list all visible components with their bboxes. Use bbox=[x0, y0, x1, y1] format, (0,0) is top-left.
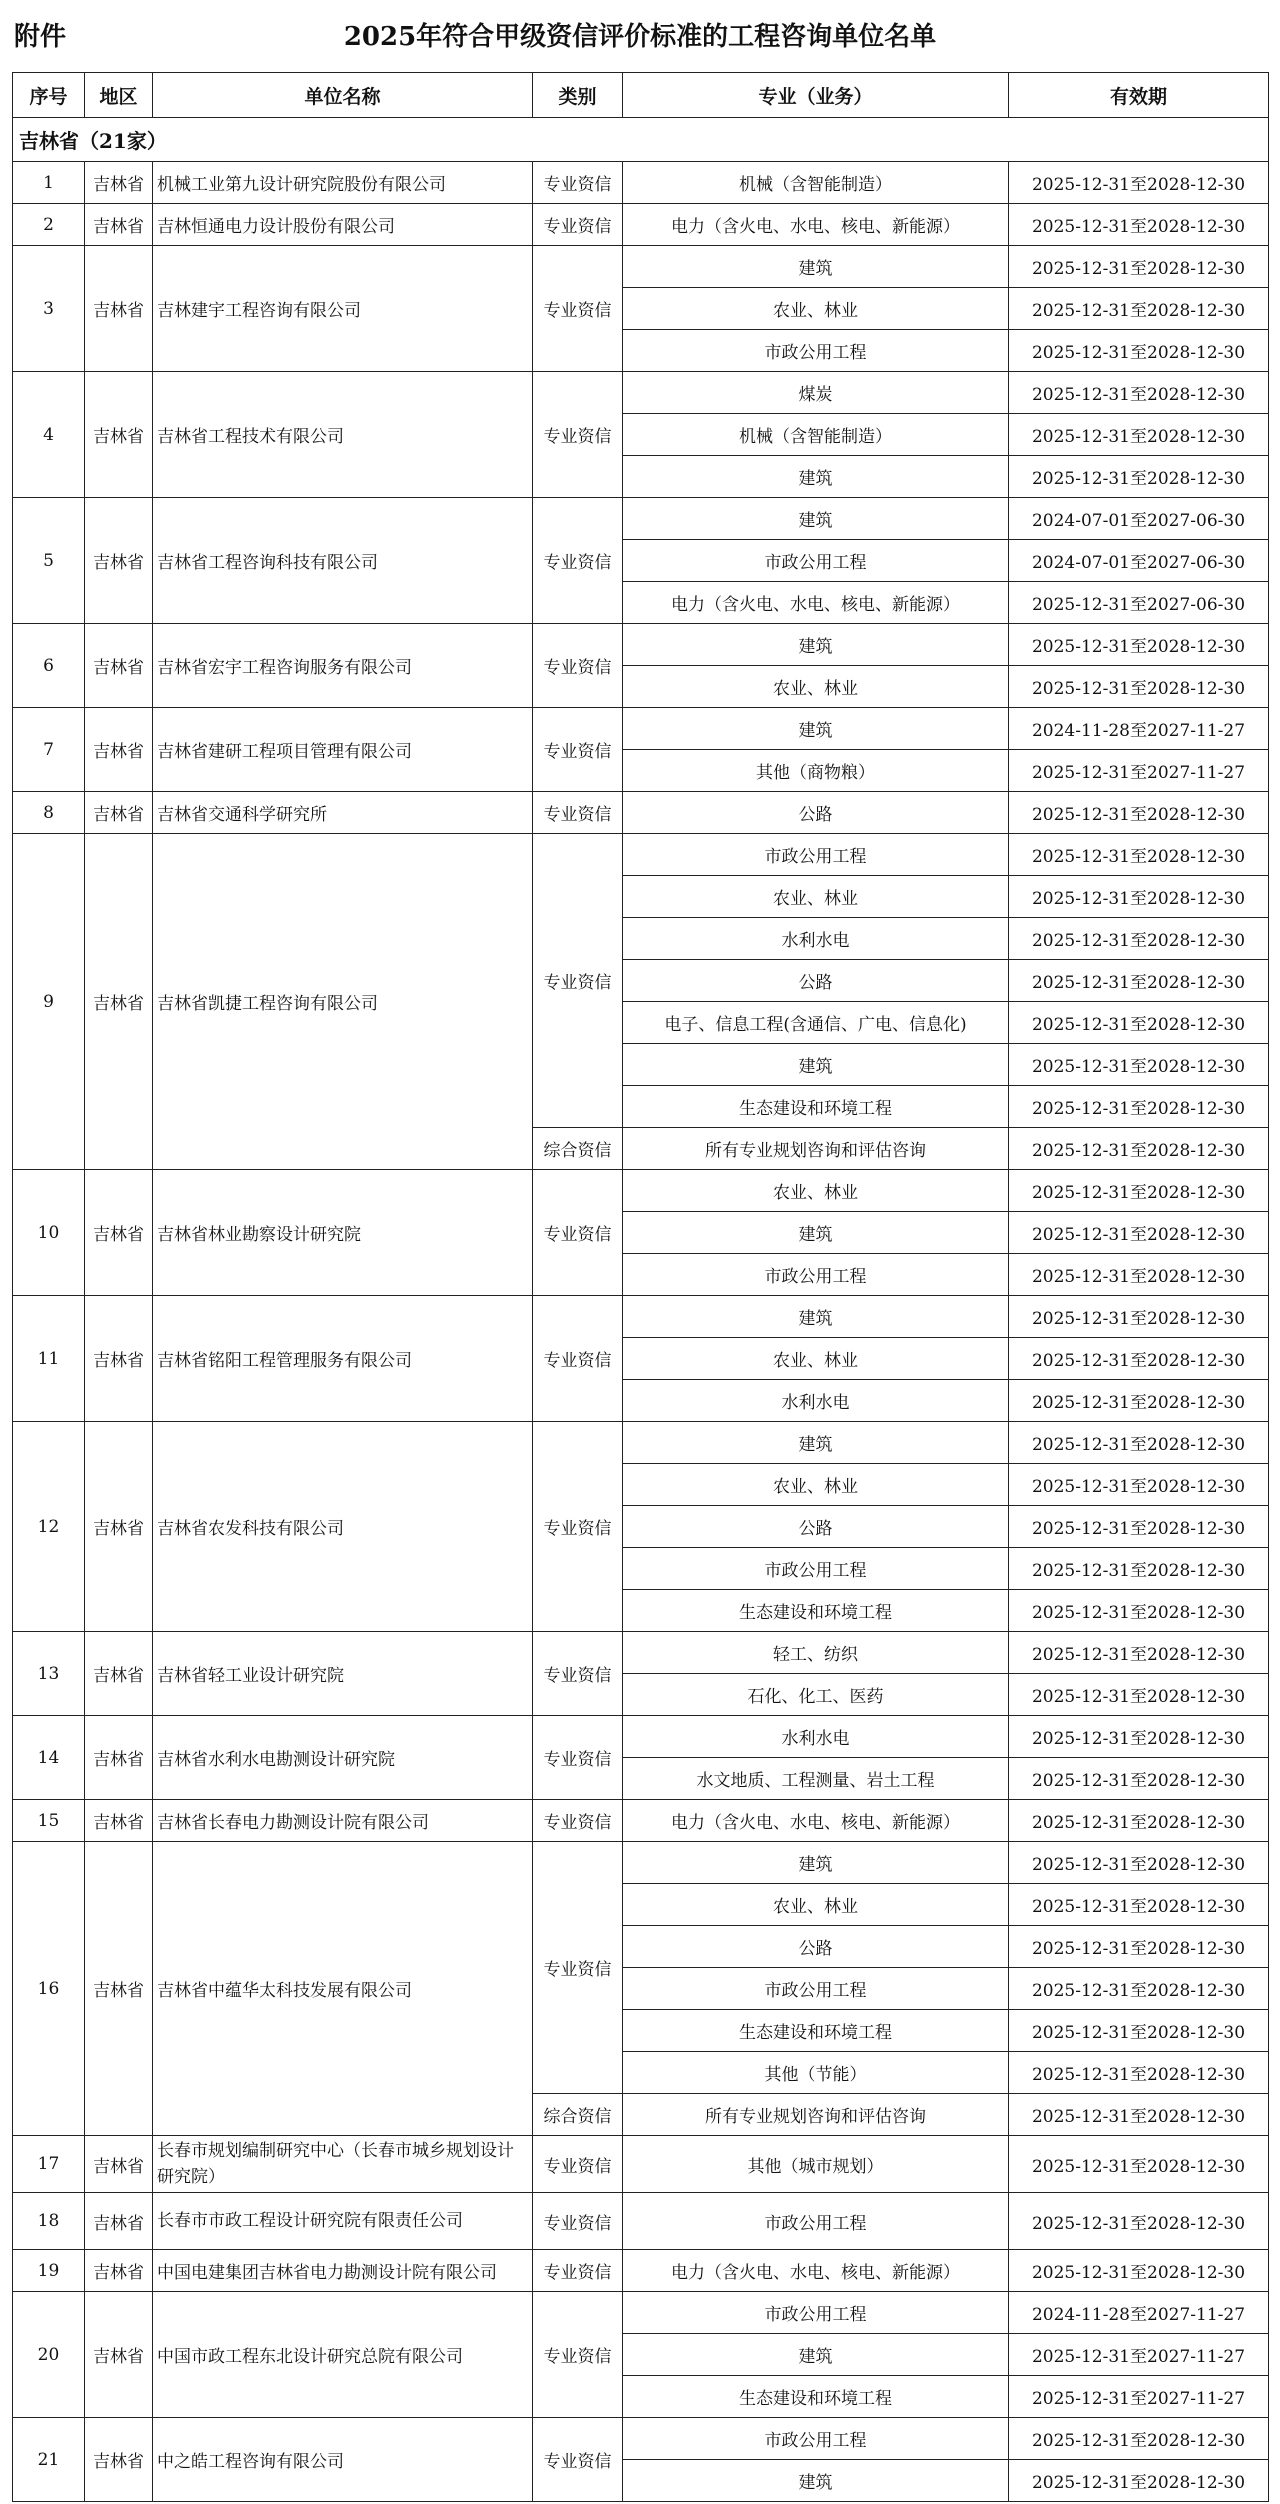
unit-specialty: 建筑 bbox=[623, 708, 1009, 750]
page-header bbox=[0, 0, 1280, 72]
unit-name: 吉林省农发科技有限公司 bbox=[153, 1422, 533, 1632]
unit-specialty: 机械（含智能制造） bbox=[623, 414, 1009, 456]
unit-category: 专业资信 bbox=[533, 834, 623, 1128]
unit-category: 专业资信 bbox=[533, 2193, 623, 2250]
unit-category: 专业资信 bbox=[533, 1842, 623, 2094]
unit-region: 吉林省 bbox=[85, 1842, 153, 2136]
unit-validity: 2025-12-31至2028-12-30 bbox=[1009, 1254, 1269, 1296]
unit-number: 18 bbox=[13, 2193, 85, 2250]
table-row bbox=[13, 1170, 1269, 1212]
unit-specialty: 建筑 bbox=[623, 1044, 1009, 1086]
province-row bbox=[13, 118, 1269, 162]
unit-number: 11 bbox=[13, 1296, 85, 1422]
unit-number: 3 bbox=[13, 246, 85, 372]
unit-validity: 2025-12-31至2027-06-30 bbox=[1009, 582, 1269, 624]
unit-region: 吉林省 bbox=[85, 834, 153, 1170]
unit-category: 专业资信 bbox=[533, 1296, 623, 1422]
unit-name: 吉林省长春电力勘测设计院有限公司 bbox=[153, 1800, 533, 1842]
unit-region: 吉林省 bbox=[85, 2136, 153, 2193]
unit-validity: 2025-12-31至2028-12-30 bbox=[1009, 1338, 1269, 1380]
unit-specialty: 市政公用工程 bbox=[623, 2418, 1009, 2460]
unit-validity: 2024-11-28至2027-11-27 bbox=[1009, 708, 1269, 750]
unit-number: 9 bbox=[13, 834, 85, 1170]
unit-validity: 2025-12-31至2028-12-30 bbox=[1009, 162, 1269, 204]
unit-specialty: 市政公用工程 bbox=[623, 1968, 1009, 2010]
unit-specialty: 建筑 bbox=[623, 1212, 1009, 1254]
qualification-table bbox=[12, 72, 1269, 2502]
unit-specialty: 水利水电 bbox=[623, 1380, 1009, 1422]
unit-region: 吉林省 bbox=[85, 708, 153, 792]
unit-validity: 2025-12-31至2028-12-30 bbox=[1009, 624, 1269, 666]
unit-specialty: 农业、林业 bbox=[623, 1338, 1009, 1380]
unit-number: 7 bbox=[13, 708, 85, 792]
unit-validity: 2025-12-31至2028-12-30 bbox=[1009, 2193, 1269, 2250]
unit-region: 吉林省 bbox=[85, 1296, 153, 1422]
table-row bbox=[13, 1296, 1269, 1338]
unit-category: 专业资信 bbox=[533, 372, 623, 498]
unit-specialty: 建筑 bbox=[623, 498, 1009, 540]
unit-specialty: 所有专业规划咨询和评估咨询 bbox=[623, 2094, 1009, 2136]
unit-region: 吉林省 bbox=[85, 2292, 153, 2418]
unit-number: 8 bbox=[13, 792, 85, 834]
unit-validity: 2025-12-31至2028-12-30 bbox=[1009, 1506, 1269, 1548]
table-row bbox=[13, 624, 1269, 666]
table-row bbox=[13, 246, 1269, 288]
unit-region: 吉林省 bbox=[85, 1716, 153, 1800]
annex-label: 附件 bbox=[14, 22, 67, 52]
table-row bbox=[13, 162, 1269, 204]
unit-region: 吉林省 bbox=[85, 792, 153, 834]
unit-specialty: 公路 bbox=[623, 960, 1009, 1002]
unit-validity: 2025-12-31至2028-12-30 bbox=[1009, 792, 1269, 834]
unit-specialty: 市政公用工程 bbox=[623, 330, 1009, 372]
col-header-name: 单位名称 bbox=[153, 73, 533, 118]
unit-name: 机械工业第九设计研究院股份有限公司 bbox=[153, 162, 533, 204]
unit-specialty: 建筑 bbox=[623, 246, 1009, 288]
unit-number: 21 bbox=[13, 2418, 85, 2502]
unit-validity: 2025-12-31至2028-12-30 bbox=[1009, 1380, 1269, 1422]
unit-category: 专业资信 bbox=[533, 1800, 623, 1842]
unit-specialty: 农业、林业 bbox=[623, 666, 1009, 708]
unit-validity: 2024-07-01至2027-06-30 bbox=[1009, 498, 1269, 540]
unit-specialty: 水利水电 bbox=[623, 918, 1009, 960]
unit-specialty: 机械（含智能制造） bbox=[623, 162, 1009, 204]
unit-number: 15 bbox=[13, 1800, 85, 1842]
unit-specialty: 市政公用工程 bbox=[623, 1254, 1009, 1296]
unit-number: 16 bbox=[13, 1842, 85, 2136]
unit-name: 吉林省凯捷工程咨询有限公司 bbox=[153, 834, 533, 1170]
unit-region: 吉林省 bbox=[85, 2250, 153, 2292]
unit-validity: 2025-12-31至2028-12-30 bbox=[1009, 834, 1269, 876]
unit-category: 专业资信 bbox=[533, 2292, 623, 2418]
unit-validity: 2025-12-31至2028-12-30 bbox=[1009, 1128, 1269, 1170]
unit-validity: 2025-12-31至2028-12-30 bbox=[1009, 1422, 1269, 1464]
table-row bbox=[13, 708, 1269, 750]
unit-validity: 2025-12-31至2028-12-30 bbox=[1009, 246, 1269, 288]
unit-name: 吉林省宏宇工程咨询服务有限公司 bbox=[153, 624, 533, 708]
unit-validity: 2025-12-31至2028-12-30 bbox=[1009, 2052, 1269, 2094]
table-row bbox=[13, 2292, 1269, 2334]
unit-region: 吉林省 bbox=[85, 162, 153, 204]
unit-validity: 2025-12-31至2028-12-30 bbox=[1009, 1296, 1269, 1338]
unit-validity: 2025-12-31至2028-12-30 bbox=[1009, 1800, 1269, 1842]
unit-validity: 2024-11-28至2027-11-27 bbox=[1009, 2292, 1269, 2334]
unit-validity: 2025-12-31至2028-12-30 bbox=[1009, 1716, 1269, 1758]
unit-validity: 2025-12-31至2028-12-30 bbox=[1009, 372, 1269, 414]
table-row bbox=[13, 2250, 1269, 2292]
table-row bbox=[13, 498, 1269, 540]
unit-name: 吉林恒通电力设计股份有限公司 bbox=[153, 204, 533, 246]
unit-specialty: 煤炭 bbox=[623, 372, 1009, 414]
unit-category: 专业资信 bbox=[533, 2136, 623, 2193]
unit-category: 专业资信 bbox=[533, 2418, 623, 2502]
unit-name: 吉林省水利水电勘测设计研究院 bbox=[153, 1716, 533, 1800]
unit-specialty: 市政公用工程 bbox=[623, 540, 1009, 582]
unit-category: 专业资信 bbox=[533, 624, 623, 708]
unit-name: 吉林省中蕴华太科技发展有限公司 bbox=[153, 1842, 533, 2136]
unit-validity: 2025-12-31至2028-12-30 bbox=[1009, 1212, 1269, 1254]
unit-validity: 2025-12-31至2028-12-30 bbox=[1009, 2136, 1269, 2193]
unit-validity: 2025-12-31至2028-12-30 bbox=[1009, 1842, 1269, 1884]
unit-name: 中之皓工程咨询有限公司 bbox=[153, 2418, 533, 2502]
col-header-validity: 有效期 bbox=[1009, 73, 1269, 118]
unit-validity: 2025-12-31至2028-12-30 bbox=[1009, 1632, 1269, 1674]
unit-specialty: 市政公用工程 bbox=[623, 2193, 1009, 2250]
unit-category: 综合资信 bbox=[533, 2094, 623, 2136]
unit-validity: 2025-12-31至2028-12-30 bbox=[1009, 1086, 1269, 1128]
unit-number: 13 bbox=[13, 1632, 85, 1716]
unit-validity: 2025-12-31至2028-12-30 bbox=[1009, 456, 1269, 498]
col-header-category: 类别 bbox=[533, 73, 623, 118]
unit-category: 专业资信 bbox=[533, 708, 623, 792]
unit-name: 吉林省工程技术有限公司 bbox=[153, 372, 533, 498]
unit-specialty: 电力（含火电、水电、核电、新能源） bbox=[623, 2250, 1009, 2292]
table-row bbox=[13, 1632, 1269, 1674]
unit-name: 中国电建集团吉林省电力勘测设计院有限公司 bbox=[153, 2250, 533, 2292]
unit-number: 2 bbox=[13, 204, 85, 246]
unit-name: 吉林省建研工程项目管理有限公司 bbox=[153, 708, 533, 792]
unit-validity: 2025-12-31至2028-12-30 bbox=[1009, 1464, 1269, 1506]
unit-validity: 2025-12-31至2028-12-30 bbox=[1009, 414, 1269, 456]
unit-specialty: 轻工、纺织 bbox=[623, 1632, 1009, 1674]
unit-category: 专业资信 bbox=[533, 792, 623, 834]
table-row bbox=[13, 792, 1269, 834]
table-row bbox=[13, 1422, 1269, 1464]
unit-number: 10 bbox=[13, 1170, 85, 1296]
unit-category: 专业资信 bbox=[533, 498, 623, 624]
unit-name: 长春市市政工程设计研究院有限责任公司 bbox=[153, 2193, 533, 2250]
unit-validity: 2025-12-31至2027-11-27 bbox=[1009, 750, 1269, 792]
col-header-no: 序号 bbox=[13, 73, 85, 118]
table-row bbox=[13, 2193, 1269, 2250]
unit-specialty: 建筑 bbox=[623, 1296, 1009, 1338]
unit-number: 6 bbox=[13, 624, 85, 708]
unit-specialty: 电力（含火电、水电、核电、新能源） bbox=[623, 582, 1009, 624]
unit-specialty: 市政公用工程 bbox=[623, 834, 1009, 876]
table-row bbox=[13, 1842, 1269, 1884]
unit-validity: 2025-12-31至2028-12-30 bbox=[1009, 1002, 1269, 1044]
unit-region: 吉林省 bbox=[85, 498, 153, 624]
table-row bbox=[13, 834, 1269, 876]
unit-validity: 2025-12-31至2028-12-30 bbox=[1009, 2460, 1269, 2502]
table-row bbox=[13, 1716, 1269, 1758]
unit-name: 吉林省交通科学研究所 bbox=[153, 792, 533, 834]
unit-specialty: 电力（含火电、水电、核电、新能源） bbox=[623, 1800, 1009, 1842]
unit-category: 专业资信 bbox=[533, 1716, 623, 1800]
unit-specialty: 市政公用工程 bbox=[623, 1548, 1009, 1590]
unit-name: 长春市规划编制研究中心（长春市城乡规划设计研究院） bbox=[153, 2136, 533, 2193]
unit-specialty: 建筑 bbox=[623, 456, 1009, 498]
unit-validity: 2024-07-01至2027-06-30 bbox=[1009, 540, 1269, 582]
unit-specialty: 电力（含火电、水电、核电、新能源） bbox=[623, 204, 1009, 246]
table-row bbox=[13, 2136, 1269, 2193]
unit-number: 12 bbox=[13, 1422, 85, 1632]
unit-specialty: 市政公用工程 bbox=[623, 2292, 1009, 2334]
unit-category: 专业资信 bbox=[533, 1170, 623, 1296]
unit-validity: 2025-12-31至2028-12-30 bbox=[1009, 2250, 1269, 2292]
unit-region: 吉林省 bbox=[85, 204, 153, 246]
unit-validity: 2025-12-31至2028-12-30 bbox=[1009, 330, 1269, 372]
unit-validity: 2025-12-31至2028-12-30 bbox=[1009, 1170, 1269, 1212]
unit-number: 14 bbox=[13, 1716, 85, 1800]
unit-number: 19 bbox=[13, 2250, 85, 2292]
unit-validity: 2025-12-31至2028-12-30 bbox=[1009, 1044, 1269, 1086]
unit-validity: 2025-12-31至2028-12-30 bbox=[1009, 1884, 1269, 1926]
unit-validity: 2025-12-31至2028-12-30 bbox=[1009, 1548, 1269, 1590]
unit-validity: 2025-12-31至2028-12-30 bbox=[1009, 666, 1269, 708]
unit-specialty: 公路 bbox=[623, 792, 1009, 834]
unit-validity: 2025-12-31至2027-11-27 bbox=[1009, 2376, 1269, 2418]
table-row bbox=[13, 2418, 1269, 2460]
unit-specialty: 电子、信息工程(含通信、广电、信息化) bbox=[623, 1002, 1009, 1044]
unit-category: 专业资信 bbox=[533, 1632, 623, 1716]
unit-specialty: 建筑 bbox=[623, 2334, 1009, 2376]
unit-name: 吉林省轻工业设计研究院 bbox=[153, 1632, 533, 1716]
table-header-row bbox=[13, 73, 1269, 118]
table-row bbox=[13, 204, 1269, 246]
unit-specialty: 建筑 bbox=[623, 1422, 1009, 1464]
unit-specialty: 水文地质、工程测量、岩土工程 bbox=[623, 1758, 1009, 1800]
unit-name: 吉林省林业勘察设计研究院 bbox=[153, 1170, 533, 1296]
unit-validity: 2025-12-31至2028-12-30 bbox=[1009, 288, 1269, 330]
unit-validity: 2025-12-31至2028-12-30 bbox=[1009, 2010, 1269, 2052]
unit-validity: 2025-12-31至2028-12-30 bbox=[1009, 1674, 1269, 1716]
unit-specialty: 生态建设和环境工程 bbox=[623, 1086, 1009, 1128]
unit-validity: 2025-12-31至2028-12-30 bbox=[1009, 1968, 1269, 2010]
unit-name: 中国市政工程东北设计研究总院有限公司 bbox=[153, 2292, 533, 2418]
unit-category: 综合资信 bbox=[533, 1128, 623, 1170]
unit-number: 4 bbox=[13, 372, 85, 498]
unit-region: 吉林省 bbox=[85, 2418, 153, 2502]
col-header-specialty: 专业（业务） bbox=[623, 73, 1009, 118]
unit-name: 吉林省铭阳工程管理服务有限公司 bbox=[153, 1296, 533, 1422]
unit-specialty: 其他（节能） bbox=[623, 2052, 1009, 2094]
unit-specialty: 水利水电 bbox=[623, 1716, 1009, 1758]
table-row bbox=[13, 372, 1269, 414]
unit-region: 吉林省 bbox=[85, 1170, 153, 1296]
unit-region: 吉林省 bbox=[85, 246, 153, 372]
table-row bbox=[13, 1800, 1269, 1842]
unit-validity: 2025-12-31至2028-12-30 bbox=[1009, 2418, 1269, 2460]
unit-validity: 2025-12-31至2028-12-30 bbox=[1009, 204, 1269, 246]
unit-region: 吉林省 bbox=[85, 1800, 153, 1842]
unit-specialty: 建筑 bbox=[623, 624, 1009, 666]
unit-validity: 2025-12-31至2028-12-30 bbox=[1009, 1590, 1269, 1632]
unit-region: 吉林省 bbox=[85, 1632, 153, 1716]
unit-specialty: 农业、林业 bbox=[623, 288, 1009, 330]
unit-category: 专业资信 bbox=[533, 2250, 623, 2292]
unit-category: 专业资信 bbox=[533, 1422, 623, 1632]
unit-region: 吉林省 bbox=[85, 2193, 153, 2250]
unit-validity: 2025-12-31至2028-12-30 bbox=[1009, 1926, 1269, 1968]
unit-specialty: 建筑 bbox=[623, 2460, 1009, 2502]
unit-validity: 2025-12-31至2027-11-27 bbox=[1009, 2334, 1269, 2376]
unit-specialty: 其他（商物粮） bbox=[623, 750, 1009, 792]
unit-specialty: 公路 bbox=[623, 1506, 1009, 1548]
unit-specialty: 石化、化工、医药 bbox=[623, 1674, 1009, 1716]
unit-name: 吉林省工程咨询科技有限公司 bbox=[153, 498, 533, 624]
unit-specialty: 建筑 bbox=[623, 1842, 1009, 1884]
unit-specialty: 生态建设和环境工程 bbox=[623, 2010, 1009, 2052]
unit-specialty: 农业、林业 bbox=[623, 876, 1009, 918]
unit-category: 专业资信 bbox=[533, 246, 623, 372]
col-header-region: 地区 bbox=[85, 73, 153, 118]
document-title: 2025年符合甲级资信评价标准的工程咨询单位名单 bbox=[343, 22, 937, 52]
unit-validity: 2025-12-31至2028-12-30 bbox=[1009, 2094, 1269, 2136]
unit-number: 17 bbox=[13, 2136, 85, 2193]
unit-specialty: 生态建设和环境工程 bbox=[623, 2376, 1009, 2418]
unit-specialty: 农业、林业 bbox=[623, 1464, 1009, 1506]
unit-number: 5 bbox=[13, 498, 85, 624]
unit-category: 专业资信 bbox=[533, 204, 623, 246]
unit-validity: 2025-12-31至2028-12-30 bbox=[1009, 1758, 1269, 1800]
unit-specialty: 所有专业规划咨询和评估咨询 bbox=[623, 1128, 1009, 1170]
unit-number: 20 bbox=[13, 2292, 85, 2418]
unit-region: 吉林省 bbox=[85, 1422, 153, 1632]
unit-name: 吉林建宇工程咨询有限公司 bbox=[153, 246, 533, 372]
unit-validity: 2025-12-31至2028-12-30 bbox=[1009, 960, 1269, 1002]
unit-validity: 2025-12-31至2028-12-30 bbox=[1009, 918, 1269, 960]
unit-region: 吉林省 bbox=[85, 372, 153, 498]
province-label: 吉林省（21家） bbox=[13, 118, 1269, 162]
unit-validity: 2025-12-31至2028-12-30 bbox=[1009, 876, 1269, 918]
unit-number: 1 bbox=[13, 162, 85, 204]
unit-specialty: 生态建设和环境工程 bbox=[623, 1590, 1009, 1632]
unit-region: 吉林省 bbox=[85, 624, 153, 708]
unit-specialty: 其他（城市规划） bbox=[623, 2136, 1009, 2193]
unit-specialty: 农业、林业 bbox=[623, 1170, 1009, 1212]
unit-specialty: 公路 bbox=[623, 1926, 1009, 1968]
unit-category: 专业资信 bbox=[533, 162, 623, 204]
unit-specialty: 农业、林业 bbox=[623, 1884, 1009, 1926]
